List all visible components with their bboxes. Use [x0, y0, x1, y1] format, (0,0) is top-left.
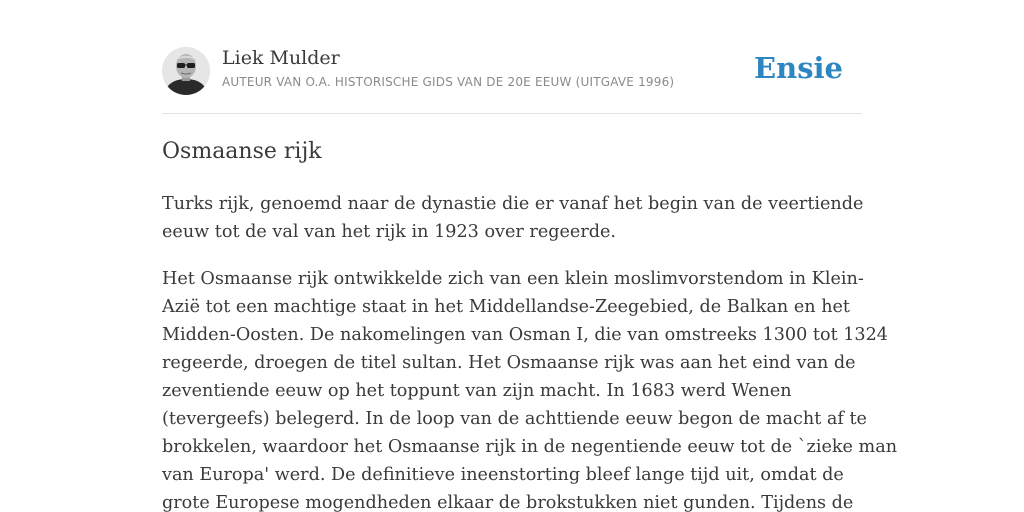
paragraph-line: Turks rijk, genoemd naar de dynastie die er vanaf het begin van de veertiende — [162, 194, 864, 214]
paragraph-line: eeuw tot de val van het rijk in 1923 over regeerde. — [162, 222, 617, 242]
paragraph-line: grote Europese mogendheden elkaar de brokstukken niet gunden. Tijdens de — [162, 493, 854, 512]
paragraph-line: Azië tot een machtige staat in het Middellandse-Zeegebied, de Balkan en het — [162, 297, 851, 317]
article-body-paragraph — [162, 265, 898, 512]
author-portrait-icon — [162, 47, 210, 95]
author-header — [162, 46, 862, 96]
author-subtitle: AUTEUR VAN O.A. HISTORISCHE GIDS VAN DE 20E EEUW (UITGAVE 1996) — [222, 75, 675, 89]
author-avatar[interactable] — [162, 47, 210, 95]
ensie-logo[interactable]: Ensie — [754, 51, 843, 85]
paragraph-line: Midden-Oosten. De nakomelingen van Osman I, die van omstreeks 1300 tot 1324 — [162, 325, 888, 345]
article-title: Osmaanse rijk — [162, 139, 322, 164]
paragraph-line: (tevergeefs) belegerd. In de loop van de achttiende eeuw begon de macht af te — [162, 409, 867, 429]
article-intro-paragraph — [162, 190, 867, 246]
author-name[interactable]: Liek Mulder — [222, 47, 340, 69]
paragraph-line: van Europa' werd. De definitieve ineenstorting bleef lange tijd uit, omdat de — [162, 465, 844, 485]
paragraph-line: Het Osmaanse rijk ontwikkelde zich van een klein moslimvorstendom in Klein- — [162, 269, 864, 289]
paragraph-line: brokkelen, waardoor het Osmaanse rijk in de negentiende eeuw tot de `zieke man — [162, 437, 898, 457]
paragraph-line: regeerde, droegen de titel sultan. Het Osmaanse rijk was aan het eind van de — [162, 353, 856, 373]
header-divider — [162, 113, 862, 114]
paragraph-line: zeventiende eeuw op het toppunt van zijn macht. In 1683 werd Wenen — [162, 381, 792, 401]
